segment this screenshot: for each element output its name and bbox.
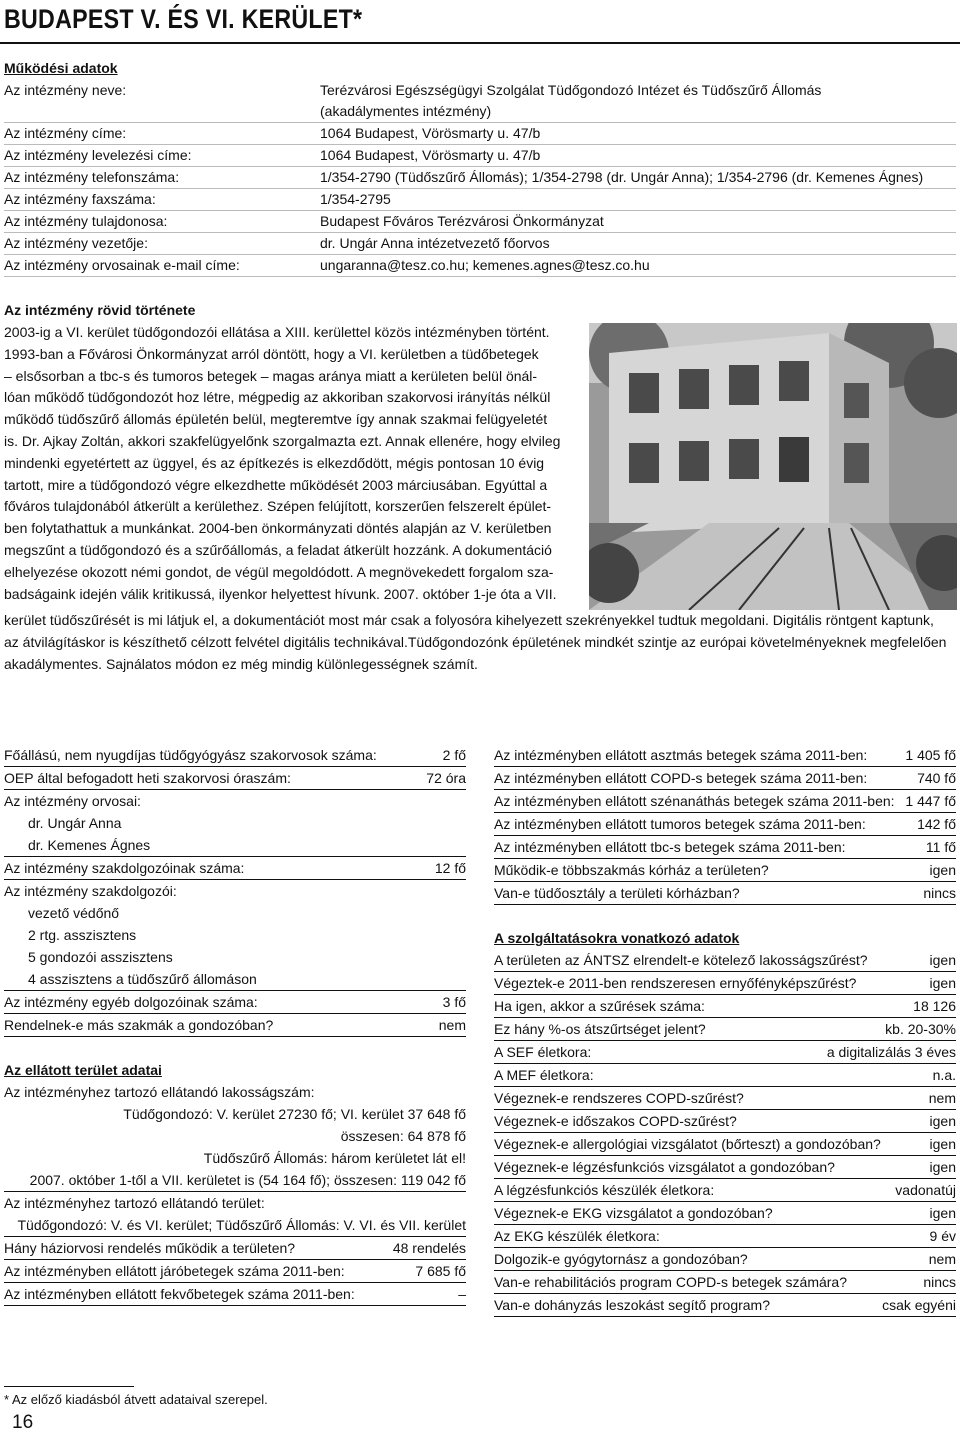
data-row [494, 882, 956, 905]
row-label: dr. Kemenes Ágnes [28, 837, 151, 853]
row-value: 12 fő [434, 860, 466, 876]
data-row [4, 924, 466, 946]
row-label: A területen az ÁNTSZ elrendelt-e kötelező lakosságszűrést? [494, 952, 868, 968]
row-value: 1 447 fő [905, 793, 956, 809]
data-row [4, 767, 466, 790]
row-value: nincs [923, 1274, 956, 1290]
info-value: 1064 Budapest, Vörösmarty u. 47/b [320, 125, 541, 141]
info-value: ungaranna@tesz.co.hu; kemenes.agnes@tesz.co.hu [320, 257, 650, 273]
history-line: főváros tulajdonából átkerült a kerülethez. Szépen felújított, korszerűen felszerelt épület- [4, 498, 552, 515]
row-value: igen [929, 1159, 956, 1175]
history-line: is. Dr. Ajkay Zoltán, akkori szakfelügyelőnk szorgalmazta ezt. Annak ellenére, hogy elvileg [4, 432, 561, 449]
row-label: Az intézmény orvosai: [4, 793, 141, 809]
info-row [4, 189, 956, 211]
services-heading: A szolgáltatásokra vonatkozó adatok [494, 930, 740, 946]
row-label: 2 rtg. asszisztens [28, 927, 137, 943]
row-value: igen [929, 862, 956, 878]
area-heading: Az ellátott terület adatai [4, 1062, 162, 1078]
row-value: – [458, 1286, 466, 1302]
data-row [4, 1283, 466, 1306]
row-label: Tüdőszűrő Állomás: három kerületet lát el! [203, 1150, 466, 1166]
row-label: A légzésfunkciós készülék életkora: [494, 1182, 715, 1198]
info-label: Az intézmény címe: [4, 125, 127, 141]
row-label: Az EKG készülék életkora: [494, 1228, 660, 1244]
row-label: Rendelnek-e más szakmák a gondozóban? [4, 1017, 274, 1033]
data-row [494, 790, 956, 813]
row-label: Az intézményben ellátott asztmás betegek száma 2011-ben: [494, 747, 868, 763]
info-value-continued: (akadálymentes intézmény) [320, 103, 492, 119]
row-value: kb. 20-30% [885, 1021, 956, 1037]
row-label: dr. Ungár Anna [28, 815, 122, 831]
data-row [4, 1125, 466, 1147]
info-value: 1064 Budapest, Vörösmarty u. 47/b [320, 147, 541, 163]
row-label: Működik-e többszakmás kórház a területen? [494, 862, 769, 878]
row-value: 9 év [929, 1228, 956, 1244]
info-label: Az intézmény neve: [4, 82, 127, 98]
row-label: Az intézményhez tartozó ellátandó terület: [4, 1195, 265, 1211]
history-line: mindenki egyetértett az üggyel, és az építkezés is elkezdődött, mégis pontosan 10 évig [4, 454, 545, 471]
history-line: az átvilágításkor is készíthető célzott felvétel digitális technikával.Tüdőgondozónk épületének mindkét szintje az európai követelményeknek megfelelően [4, 633, 947, 650]
history-line: tartott, mire a tüdőgondozó végre elkezdhette működését 2003 márciusában. Egyúttal a [4, 476, 548, 493]
info-value: Budapest Főváros Terézvárosi Önkormányzat [320, 213, 604, 229]
history-line: akadálymentes. Sajnálatos módon ez még mindig különlegességnek számít. [4, 655, 478, 672]
info-label: Az intézmény faxszáma: [4, 191, 156, 207]
spacer [494, 905, 956, 927]
history-text-wide [4, 610, 956, 675]
row-label: Tüdőgondozó: V. kerület 27230 fő; VI. kerület 37 648 fő [123, 1106, 466, 1122]
row-label: A SEF életkora: [494, 1044, 592, 1060]
data-row [4, 1192, 466, 1214]
row-label: Az intézményben ellátott tumoros betegek száma 2011-ben: [494, 816, 866, 832]
row-label: Van-e dohányzás leszokást segítő program? [494, 1297, 771, 1313]
row-label: Van-e rehabilitációs program COPD-s betegek számára? [494, 1274, 848, 1290]
row-label: Az intézményben ellátott tbc-s betegek száma 2011-ben: [494, 839, 846, 855]
data-row [494, 1156, 956, 1179]
row-value: nem [928, 1251, 956, 1267]
data-row [4, 790, 466, 812]
history-line: elhelyezése okozott némi gondot, de végül megoldódott. A megnövekedett forgalom sza- [4, 563, 554, 580]
info-label: Az intézmény levelezési címe: [4, 147, 192, 163]
spacer [4, 1037, 466, 1059]
row-label: Ha igen, akkor a szűrések száma: [494, 998, 705, 1014]
info-row [4, 167, 956, 189]
row-value: 740 fő [917, 770, 956, 786]
row-label: összesen: 64 878 fő [340, 1128, 466, 1144]
row-value: igen [929, 952, 956, 968]
row-label: Hány háziorvosi rendelés működik a területen? [4, 1240, 296, 1256]
history-line: lóan működő tüdőgondozót hoz létre, mégpedig az akkoriban szakorvosi irányítás nélkül [4, 389, 551, 406]
row-label: Az intézmény egyéb dolgozóinak száma: [4, 994, 258, 1010]
row-label: Van-e tüdőosztály a területi kórházban? [494, 885, 740, 901]
operating-data-heading: Működési adatok [4, 60, 118, 76]
row-value: nem [438, 1017, 466, 1033]
data-row [494, 1110, 956, 1133]
info-row [4, 233, 956, 255]
row-value: 2 fő [442, 747, 466, 763]
history-heading: Az intézmény rövid története [4, 302, 196, 318]
row-label: Az intézményben ellátott szénanáthás betegek száma 2011-ben: [494, 793, 895, 809]
row-label: 5 gondozói asszisztens [28, 949, 173, 965]
data-row [494, 1087, 956, 1110]
row-value: 142 fő [917, 816, 956, 832]
row-label: Az intézményben ellátott járóbetegek száma 2011-ben: [4, 1263, 345, 1279]
row-label: vezető védőnő [28, 905, 120, 921]
history-text-narrow [4, 322, 574, 605]
data-row [4, 857, 466, 880]
data-row [494, 1179, 956, 1202]
history-line: badságaink idején válik kritikussá, ilyenkor helyettest hívunk. 2007. október 1-je óta a VII. [4, 585, 557, 602]
data-row [4, 946, 466, 968]
row-label: Végeztek-e 2011-ben rendszeresen ernyőfényképszűrést? [494, 975, 857, 991]
data-row [4, 834, 466, 857]
data-row [494, 1202, 956, 1225]
row-value: 48 rendelés [392, 1240, 466, 1256]
data-row [494, 972, 956, 995]
info-label: Az intézmény vezetője: [4, 235, 148, 251]
info-row [4, 145, 956, 167]
data-row [494, 1271, 956, 1294]
row-label: Végeznek-e időszakos COPD-szűrést? [494, 1113, 737, 1129]
row-label: Végeznek-e rendszeres COPD-szűrést? [494, 1090, 744, 1106]
info-value: 1/354-2795 [320, 191, 391, 207]
title-band [0, 0, 960, 44]
info-value: dr. Ungár Anna intézetvezető főorvos [320, 235, 550, 251]
row-label: Az intézményben ellátott COPD-s betegek száma 2011-ben: [494, 770, 868, 786]
row-label: Az intézményhez tartozó ellátandó lakosságszám: [4, 1084, 315, 1100]
data-row [4, 1260, 466, 1283]
row-label: Tüdőgondozó: V. és VI. kerület; Tüdőszűrő Állomás: V. VI. és VII. kerület [17, 1217, 466, 1233]
history-line: működő tüdőszűrő állomás épületén belül, megteremtve így annak szakmai felügyeletét [4, 411, 548, 428]
row-value: vadonatúj [895, 1182, 956, 1198]
data-row [4, 968, 466, 991]
info-label: Az intézmény orvosainak e-mail címe: [4, 257, 240, 273]
row-label: Az intézményben ellátott fekvőbetegek száma 2011-ben: [4, 1286, 355, 1302]
data-row [494, 767, 956, 790]
data-row [4, 902, 466, 924]
data-row [4, 880, 466, 902]
row-value: 1 405 fő [905, 747, 956, 763]
data-row [494, 1225, 956, 1248]
row-label: Végeznek-e légzésfunkciós vizsgálatot a gondozóban? [494, 1159, 835, 1175]
left-column [4, 744, 466, 1306]
history-line: kerület tüdőszűrését is mi látjuk el, a dokumentációt most már csak a folyosóra kihelyezett szekrényekkel tudtuk megoldani. Digitális röntgent kaptunk, [4, 612, 934, 628]
data-row [494, 836, 956, 859]
row-label: Főállású, nem nyugdíjas tüdőgyógyász szakorvosok száma: [4, 747, 377, 763]
row-value: n.a. [932, 1067, 956, 1083]
data-row [494, 859, 956, 882]
row-value: 3 fő [442, 994, 466, 1010]
row-label: 4 asszisztens a tüdőszűrő állomáson [28, 971, 257, 987]
data-row [494, 1041, 956, 1064]
data-row [4, 1103, 466, 1125]
data-row [4, 1014, 466, 1037]
history-line: 1993-ban a Fővárosi Önkormányzat arról döntött, hogy a VI. kerületben a tüdőbetegek [4, 345, 539, 362]
info-label: Az intézmény tulajdonosa: [4, 213, 168, 229]
row-label: Dolgozik-e gyógytornász a gondozóban? [494, 1251, 748, 1267]
info-value: Terézvárosi Egészségügyi Szolgálat Tüdőgondozó Intézet és Tüdőszűrő Állomás [320, 82, 822, 98]
history-line: – elsősorban a tbc-s és tumoros betegek – magas aránya miatt a kerületen belül önál- [4, 367, 538, 384]
info-label: Az intézmény telefonszáma: [4, 169, 180, 185]
history-line: ben folytathattuk a munkánkat. 2004-ben önkormányzati döntés alapján az V. kerületben [4, 520, 552, 537]
building-photo [589, 323, 957, 610]
row-label: Az intézmény szakdolgozói: [4, 883, 177, 899]
data-row [4, 1214, 466, 1237]
row-label: A MEF életkora: [494, 1067, 594, 1083]
data-row [494, 813, 956, 836]
data-row [4, 991, 466, 1014]
row-value: igen [929, 1136, 956, 1152]
data-row [494, 1294, 956, 1317]
data-row [494, 1248, 956, 1271]
row-value: 18 126 [913, 998, 956, 1014]
footnote-rule [4, 1386, 134, 1387]
page-number: 16 [12, 1412, 34, 1433]
page-title: BUDAPEST V. ÉS VI. KERÜLET* [4, 4, 363, 34]
data-row [4, 812, 466, 834]
row-label: OEP által befogadott heti szakorvosi óraszám: [4, 770, 291, 786]
row-value: 11 fő [925, 839, 956, 855]
data-row [494, 949, 956, 972]
info-value: 1/354-2790 (Tüdőszűrő Állomás); 1/354-2798 (dr. Ungár Anna); 1/354-2796 (dr. Kemenes Ágnes) [320, 169, 924, 185]
info-row [4, 255, 956, 277]
data-row [494, 1064, 956, 1087]
row-value: nem [928, 1090, 956, 1106]
history-line: megszűnt a tüdőgondozó és a szűrőállomás, a feladat átkerült hozzánk. A dokumentáció [4, 541, 552, 558]
row-label: Végeznek-e allergológiai vizsgálatot (bőrteszt) a gondozóban? [494, 1136, 881, 1152]
row-value: igen [929, 1205, 956, 1221]
row-label: Az intézmény szakdolgozóinak száma: [4, 860, 245, 876]
data-row [494, 995, 956, 1018]
row-label: Végeznek-e EKG vizsgálatot a gondozóban? [494, 1205, 773, 1221]
row-value: igen [929, 1113, 956, 1129]
row-label: Ez hány %-os átszűrtséget jelent? [494, 1021, 706, 1037]
data-row [4, 744, 466, 767]
info-row [4, 123, 956, 145]
data-row [494, 1133, 956, 1156]
row-value: igen [929, 975, 956, 991]
building-photo-illustration [589, 323, 957, 610]
data-row [4, 1169, 466, 1192]
data-row [494, 744, 956, 767]
data-row [4, 1081, 466, 1103]
row-value: 7 685 fő [415, 1263, 466, 1279]
info-table [4, 80, 956, 277]
data-row [494, 1018, 956, 1041]
info-row [4, 211, 956, 233]
data-row [4, 1237, 466, 1260]
history-line: 2003-ig a VI. kerület tüdőgondozói ellátása a XIII. kerülettel közös intézményben történt. [4, 324, 550, 340]
row-value: csak egyéni [882, 1297, 956, 1313]
row-label: 2007. október 1-től a VII. kerületet is (54 164 fő); összesen: 119 042 fő [29, 1172, 466, 1188]
row-value: a digitalizálás 3 éves [826, 1044, 956, 1060]
row-value: nincs [923, 885, 956, 901]
data-row [4, 1147, 466, 1169]
info-row [4, 80, 956, 123]
right-column [494, 744, 956, 1317]
row-value: 72 óra [426, 770, 466, 786]
footnote: * Az előző kiadásból átvett adataival szerepel. [4, 1392, 268, 1407]
